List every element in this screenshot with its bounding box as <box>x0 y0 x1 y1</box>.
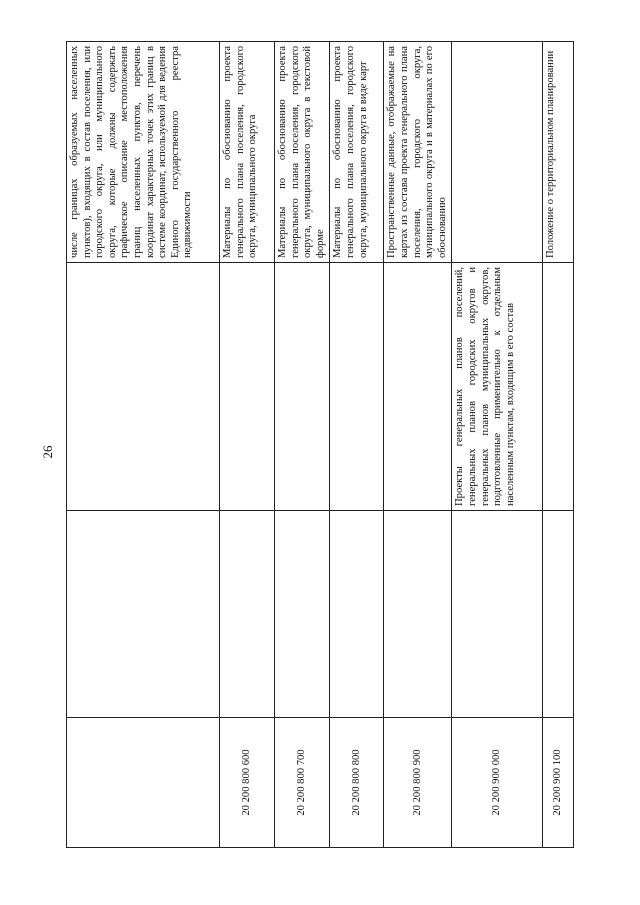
code-cell: 20 200 800 900 <box>384 718 452 848</box>
table-row <box>452 42 543 848</box>
document-page <box>66 42 582 848</box>
table-row <box>220 42 275 848</box>
description-cell: Пространственные данные, отображаемые на картах из состава проекта генерального плана поселения, городского округа, муниципального округа и в материалах по его обоснованию <box>384 42 452 263</box>
description-cell <box>452 42 543 263</box>
subgroup-cell: Проекты генеральных планов поселений, генеральных планов городских округов и генеральных планов муниципальных округов, подготовленные применительно к отдельным населенным пунктам, входящим в его состав <box>452 263 543 511</box>
code-cell: 20 200 800 600 <box>220 718 275 848</box>
table-row <box>384 42 452 848</box>
description-cell: Материалы по обоснованию проекта генерального плана поселения, городского округа, муниципального округа в виде карт <box>330 42 384 263</box>
table-row <box>543 42 574 848</box>
table-row <box>275 42 330 848</box>
table-row <box>330 42 384 848</box>
subgroup-cell <box>384 263 452 511</box>
group-cell <box>67 511 220 718</box>
group-cell <box>543 511 574 718</box>
group-cell <box>384 511 452 718</box>
code-cell <box>67 718 220 848</box>
description-cell: числе границах образуемых населенных пунктов), входящих в состав поселения, или городского округа, или муниципального округа, которые должны содержать графическое описание местоположения границ населенных пунктов, перечень координат характерных точек этих границ в системе координат, используемой для ведения Единого государственного реестра недвижимости <box>67 42 220 263</box>
code-cell: 20 200 900 000 <box>452 718 543 848</box>
group-cell <box>220 511 275 718</box>
subgroup-cell <box>220 263 275 511</box>
subgroup-cell <box>67 263 220 511</box>
page-number: 26 <box>40 445 55 459</box>
description-cell: Материалы по обоснованию проекта генерального плана поселения, городского округа, муниципального округа в текстовой форме <box>275 42 330 263</box>
code-cell: 20 200 800 800 <box>330 718 384 848</box>
table-row <box>67 42 220 848</box>
subgroup-cell <box>275 263 330 511</box>
description-cell: Положение о территориальном планировании <box>543 42 574 263</box>
classifier-table <box>66 41 574 848</box>
subgroup-cell <box>330 263 384 511</box>
rotated-table-container <box>66 42 582 848</box>
subgroup-cell <box>543 263 574 511</box>
group-cell <box>452 511 543 718</box>
group-cell <box>275 511 330 718</box>
description-cell: Материалы по обоснованию проекта генерального плана поселения, городского округа, муниципального округа <box>220 42 275 263</box>
group-cell <box>330 511 384 718</box>
code-cell: 20 200 900 100 <box>543 718 574 848</box>
code-cell: 20 200 800 700 <box>275 718 330 848</box>
